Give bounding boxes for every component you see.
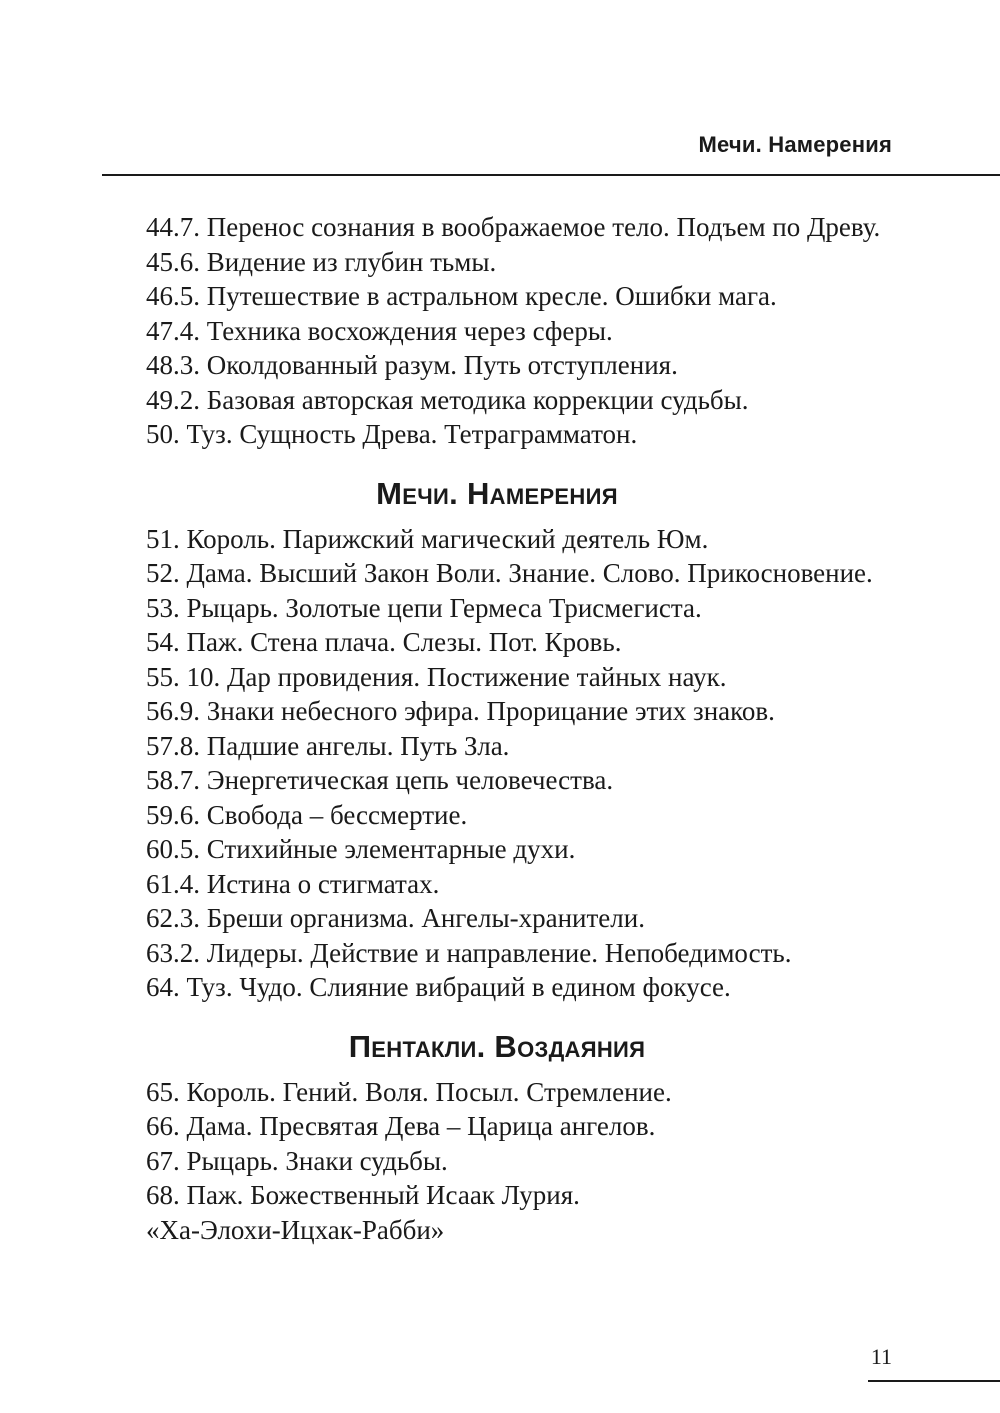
toc-entry: 61.4. Истина о стигматах.: [146, 868, 440, 899]
footer-rule: [868, 1380, 1000, 1382]
section-title-pentacles: Пентакли. Воздаяния: [348, 1028, 646, 1064]
toc-entry: 49.2. Базовая авторская методика коррекции судьбы.: [146, 384, 749, 415]
toc-block-top: [102, 210, 892, 452]
section-title-swords: Мечи. Намерения: [376, 475, 618, 511]
running-head: Мечи. Намерения: [698, 132, 892, 157]
toc-entry: 66. Дама. Пресвятая Дева – Царица ангелов.: [146, 1111, 656, 1141]
toc-entry: 52. Дама. Высший Закон Воли. Знание. Слово. Прикосновение.: [146, 558, 873, 588]
toc-section-pentacles: [102, 1075, 892, 1248]
toc-entry: 62.3. Бреши организма. Ангелы-хранители.: [146, 903, 645, 933]
toc-entry: 60.5. Стихийные элементарные духи.: [146, 834, 576, 864]
toc-entry: 64. Туз. Чудо. Слияние вибраций в едином фокусе.: [146, 972, 731, 1002]
toc-entry: 67. Рыцарь. Знаки судьбы.: [146, 1145, 448, 1176]
page-content: [102, 210, 892, 1247]
toc-entry: 48.3. Околдованный разум. Путь отступления.: [146, 350, 678, 380]
toc-entry: 51. Король. Парижский магический деятель Юм.: [146, 523, 709, 554]
toc-entry: 44.7. Перенос сознания в воображаемое тело. Подъем по Древу.: [146, 212, 881, 242]
toc-entry: 53. Рыцарь. Золотые цепи Гермеса Трисмегиста.: [146, 592, 702, 623]
toc-entry: 65. Король. Гений. Воля. Посыл. Стремление.: [146, 1076, 672, 1107]
toc-section-swords: [102, 522, 892, 1005]
toc-entry: 58.7. Энергетическая цепь человечества.: [146, 765, 614, 795]
toc-entry: 45.6. Видение из глубин тьмы.: [146, 246, 497, 277]
toc-entry: 63.2. Лидеры. Действие и направление. Непобедимость.: [146, 937, 792, 968]
toc-entry: 68. Паж. Божественный Исаак Лурия.: [146, 1180, 580, 1210]
toc-entry: 47.4. Техника восхождения через сферы.: [146, 315, 613, 346]
header-rule: [102, 174, 1000, 176]
toc-entry: 57.8. Падшие ангелы. Путь Зла.: [146, 730, 510, 761]
toc-entry: 50. Туз. Сущность Древа. Тетраграмматон.: [146, 419, 638, 449]
toc-entry: 55. 10. Дар провидения. Постижение тайных наук.: [146, 661, 727, 692]
toc-entry: 59.6. Свобода – бессмертие.: [146, 799, 468, 830]
toc-entry-continuation: «Ха-Элохи-Ицхак-Рабби»: [146, 1214, 445, 1245]
toc-entry: 56.9. Знаки небесного эфира. Прорицание этих знаков.: [146, 696, 775, 726]
toc-entry: 54. Паж. Стена плача. Слезы. Пот. Кровь.: [146, 627, 622, 657]
toc-entry: 46.5. Путешествие в астральном кресле. Ошибки мага.: [146, 281, 777, 311]
page-number: 11: [870, 1344, 892, 1369]
